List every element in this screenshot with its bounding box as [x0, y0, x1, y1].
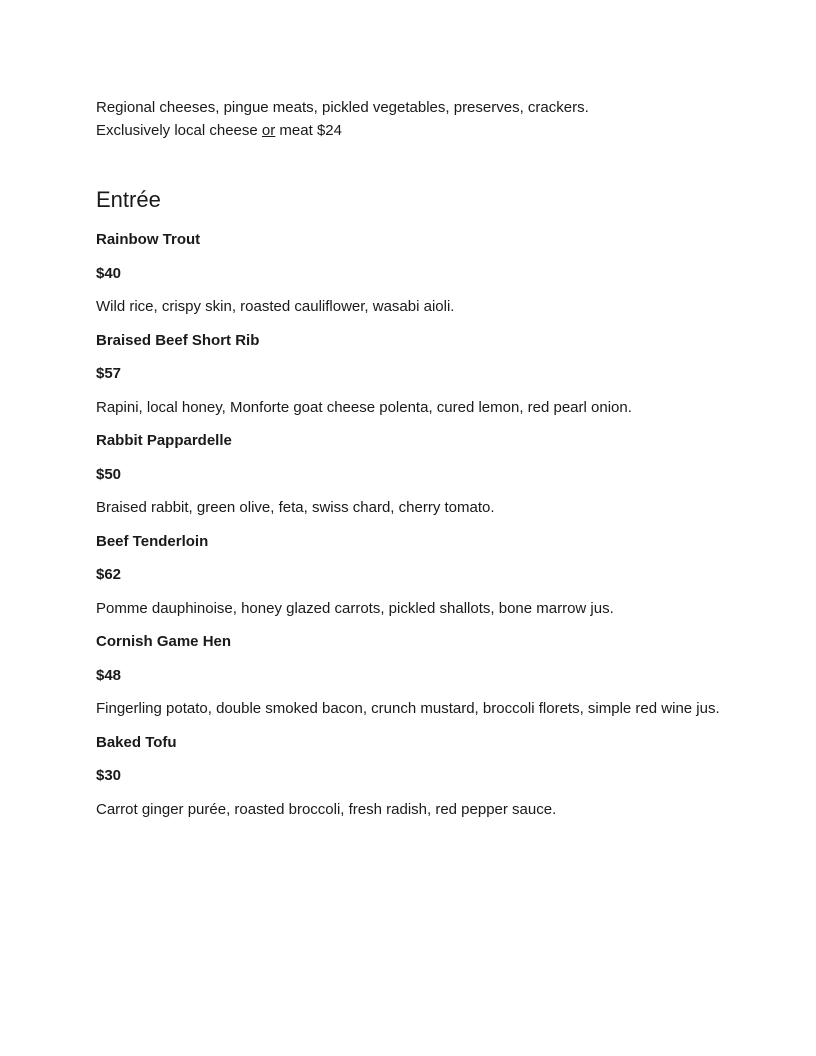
dish-name: Rabbit Pappardelle [96, 432, 232, 449]
dish-price: $30 [96, 767, 122, 784]
charcuterie-option-or: or [261, 122, 276, 139]
dish-name: Cornish Game Hen [96, 633, 232, 650]
dish-name: Beef Tenderloin [96, 532, 209, 550]
dish-item [96, 732, 720, 821]
dish-item [96, 631, 720, 720]
dish-description: Carrot ginger purée, roasted broccoli, fresh radish, red pepper sauce. [96, 800, 557, 818]
dish-item [96, 229, 720, 318]
charcuterie-intro [96, 96, 720, 142]
section-heading-entree: Entrée [96, 187, 161, 212]
dish-description: Pomme dauphinoise, honey glazed carrots, pickled shallots, bone marrow jus. [96, 599, 614, 617]
dish-price: $62 [96, 566, 122, 583]
dish-price: $40 [96, 264, 122, 282]
dish-description: Rapini, local honey, Monforte goat cheese polenta, cured lemon, red pearl onion. [96, 398, 632, 416]
dish-item [96, 330, 720, 419]
dish-description: Wild rice, crispy skin, roasted cauliflower, wasabi aioli. [96, 298, 455, 315]
dish-item [96, 531, 720, 620]
charcuterie-option-prefix: Exclusively local cheese [96, 122, 262, 139]
dish-price: $57 [96, 365, 122, 382]
charcuterie-option-line [96, 119, 720, 142]
dish-price: $48 [96, 666, 122, 684]
dish-price: $50 [96, 465, 122, 483]
dish-description: Fingerling potato, double smoked bacon, crunch mustard, broccoli florets, simple red wine jus. [96, 700, 720, 717]
dish-name: Rainbow Trout [96, 231, 201, 248]
dish-name: Baked Tofu [96, 733, 177, 751]
entree-list [96, 229, 720, 832]
charcuterie-description: Regional cheeses, pingue meats, pickled vegetables, preserves, crackers. [96, 99, 589, 116]
dish-description: Braised rabbit, green olive, feta, swiss chard, cherry tomato. [96, 499, 495, 516]
charcuterie-option-suffix: meat $24 [275, 122, 342, 139]
menu-page [96, 96, 720, 818]
dish-item [96, 430, 720, 519]
dish-name: Braised Beef Short Rib [96, 331, 260, 349]
